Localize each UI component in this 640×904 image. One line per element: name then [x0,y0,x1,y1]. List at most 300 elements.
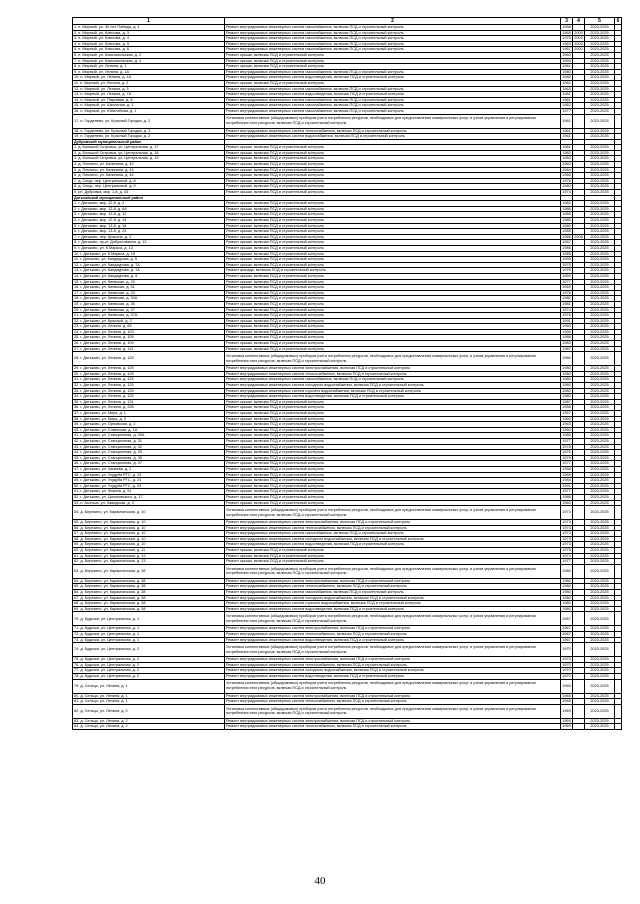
period-cell: 2023-2025 [585,97,615,103]
period-cell: 2023-2025 [585,366,615,372]
build-year-cell: 1980 [562,75,571,80]
repair-year-cell: 2008 [574,234,583,239]
build-year-cell: 1967 [561,612,573,626]
address-cell: 40. г. Дятьково, ул. Советская, д. 1А [73,427,225,433]
build-year-cell: 1986 [562,206,571,211]
address-cell: 10. п. Мирный, ул. Ленина, д. 1А [73,75,225,81]
repair-year-cell [573,612,585,626]
period-cell: 2023-2025 [585,399,615,405]
build-year-cell: 1980 [562,388,571,393]
build-year-cell: 1975 [562,262,571,267]
period-cell: 2023-2025 [585,114,615,128]
period-cell: 2023-2025 [585,461,615,467]
work-type-cell: Ремонт крыши, включая ПСД и строительный контроль [225,178,561,184]
build-year-cell: 1978 [562,290,571,295]
build-year-cell: 1957 [562,240,571,245]
period-cell: 2023-2025 [585,383,615,389]
work-type-cell: Ремонт крыши, включая ПСД и строительный контроль [225,346,561,352]
address-cell: 76. д. Будочки, ул. Центральная, д. 2 [73,662,225,668]
build-year-cell: 1966 [562,173,571,178]
period-cell: 2023-2025 [585,405,615,411]
build-year-cell: 1965 [562,693,571,698]
period-cell: 2023-2025 [585,257,615,263]
address-cell: 2. г. Дятьково, мкр. 12-й, д. 6А [73,206,225,212]
period-cell: 2023-2025 [585,377,615,383]
build-year-cell: 1985 [562,251,571,256]
build-year-cell: 1961 [562,128,571,133]
build-year-cell: 1985 [562,229,571,234]
address-cell: 1. д. Большой Островок, ул. Центральная, д. 17 [73,145,225,151]
work-type-cell: Ремонт крыши, включая ПСД и строительный контроль [225,296,561,302]
build-year-cell: 1965 [562,30,571,35]
period-cell: 2023-2025 [585,69,615,75]
period-cell: 2023-2025 [585,371,615,377]
work-type-cell: Ремонт внутридомовых инженерных систем газоснабжения, включая ПСД и строительный контроль [225,103,561,109]
period-cell: 2023-2025 [585,335,615,341]
address-cell: 15. г. Дятьково, ул. Киевская, д. 29 [73,279,225,285]
repair-year-cell [573,352,585,366]
period-cell: 2023-2025 [585,75,615,81]
period-cell: 2023-2025 [585,595,615,601]
extra-cell [615,352,622,366]
work-type-cell: Ремонт крыши, включая ПСД и строительный контроль [225,80,561,86]
address-cell: 26. г. Дятьково, ул. Ленина, д. 109 [73,341,225,347]
build-year-cell: 1977 [562,559,571,564]
period-cell: 2023-2025 [585,290,615,296]
period-cell: 2023-2025 [585,128,615,134]
build-year-cell: 1973 [562,520,571,525]
address-cell: 67. д. Березино, ул. Карамчичская, д. 38 [73,595,225,601]
work-type-cell: Ремонт внутридомовых инженерных систем газоснабжения, включая ПСД и строительный контроль [225,86,561,92]
build-year-cell: 1982 [562,201,571,206]
build-year-cell: 1964 [562,167,571,172]
address-cell: 48. г. Дятьково, ул. Ухудуба РТС, д. 23 [73,472,225,478]
work-type-cell: Ремонт крыши, включая ПСД и строительный контроль [225,553,561,559]
build-year-cell: 1980 [562,223,571,228]
build-year-cell: 1977 [562,461,571,466]
period-cell: 2023-2025 [585,262,615,268]
extra-cell [615,704,622,718]
build-year-cell: 1978 [562,444,571,449]
period-cell: 2023-2025 [585,134,615,140]
work-type-cell: Ремонт внутридомовых инженерных систем газоснабжения, включая ПСД и строительный контроль [225,25,561,31]
work-type-cell: Ремонт крыши, включая ПСД и строительный контроль [225,444,561,450]
work-type-cell: Ремонт внутридомовых инженерных систем теплоснабжения, включая ПСД и строительный контроль [225,662,561,668]
period-cell: 2023-2025 [585,92,615,98]
work-type-cell: Ремонт внутридомовых инженерных систем холодного водоснабжения, включая ПСД и строительный контроль [225,383,561,389]
address-cell: 7. п. Мирный, ул. Комсомольская, д. 4 [73,58,225,64]
address-cell: 32. г. Дятьково, ул. Ленина, д. 125 [73,383,225,389]
build-year-cell: 1960 [562,324,571,329]
address-cell: 17. г. Дятьково, ул. Киевская, д. 33 [73,290,225,296]
address-cell: 10. г. Дятьково, ул. К.Маркса, д. 15 [73,251,225,257]
work-type-cell: Ремонт крыши, включая ПСД и строительный контроль [225,466,561,472]
address-cell: Дятьковский муниципальный район [73,195,225,201]
build-year-cell: 1980 [562,601,571,606]
address-cell: 74. д. Будочки, ул. Центральная, д. 2 [73,643,225,657]
work-type-cell: Ремонт внутридомовых инженерных систем холодного водоснабжения, включая ПСД и строительный контроль [225,536,561,542]
build-year-cell: 1980 [562,606,571,611]
address-cell: 66. д. Березино, ул. Карамчичская, д. 38 [73,590,225,596]
address-cell: 55. д. Березино, ул. Карамчичская, д. 10 [73,520,225,526]
period-cell: 2023-2025 [585,478,615,484]
address-cell: 8. д. Сещь, пер. Центральный, д. 9 [73,184,225,190]
build-year-cell: 1959 [562,58,571,63]
period-cell: 2023-2025 [585,30,615,36]
address-cell: 3. д. Большой Островок, ул. Центральная, д. 19 [73,156,225,162]
work-type-cell: Ремонт крыши, включая ПСД и строительный контроль [225,156,561,162]
header-cell-col3: 3 [561,18,573,25]
period-cell: 2023-2025 [585,632,615,638]
address-cell: 4. п. Мирный, ул. Клюсова, д. 5 [73,41,225,47]
build-year-cell: 1978 [562,178,571,183]
build-year-cell: 1980 [562,394,571,399]
work-type-cell: Ремонт крыши, включая ПСД и строительный контроль [225,399,561,405]
address-cell: 13. п. Мирный, ул. Ленина, д. 7А [73,92,225,98]
period-cell: 2023-2025 [585,201,615,207]
address-cell: 18. п. Горденево, ул. Красный Городок, д. 2 [73,128,225,134]
period-cell: 2023-2025 [585,273,615,279]
work-type-cell: Ремонт крыши, включая ПСД и строительный контроль [225,173,561,179]
work-type-cell: Ремонт внутридомовых инженерных систем теплоснабжения, включая ПСД и строительный контроль [225,128,561,134]
address-cell: Дубровский муниципальный район [73,139,225,145]
work-type-cell: Ремонт крыши, включая ПСД и строительный контроль [225,335,561,341]
work-type-cell: Ремонт крыши, включая ПСД и строительный контроль [225,273,561,279]
work-type-cell: Ремонт фасада, включая ПСД и строительный контроль [225,268,561,274]
build-year-cell: 1980 [561,564,573,578]
build-year-cell: 1974 [562,307,571,312]
build-year-cell: 1981 [562,92,571,97]
work-type-cell: Ремонт крыши, включая ПСД и строительный контроль [225,438,561,444]
address-cell: 6. п. Мирный, ул. Комсомольская, д. 2 [73,52,225,58]
address-cell: 7. д. Сещь, пер. Центральный, д. 8 [73,178,225,184]
work-type-cell: Ремонт внутридомовых инженерных систем электроснабжения, включая ПСД и строительный контроль [225,718,561,724]
work-type-cell: Ремонт крыши, включая ПСД и строительный контроль [225,548,561,554]
work-type-cell: Ремонт крыши, включая ПСД и строительный контроль [225,240,561,246]
work-type-cell: Ремонт крыши, включая ПСД и строительный контроль [225,433,561,439]
table-row [73,506,622,520]
address-cell: 37. г. Дятьково, ул. Мира, д. 1 [73,411,225,417]
work-type-cell: Ремонт крыши, включая ПСД и строительный контроль [225,307,561,313]
extra-cell [615,643,622,657]
build-year-cell: 1987 [562,346,571,351]
address-cell: 43. г. Дятьково, ул. Станционная, д. 32 [73,444,225,450]
address-cell: 46. г. Дятьково, ул. Станционная, д. 37 [73,461,225,467]
work-type-cell: Установка коллективных (общедомовых) приборов учета потребления ресурсов, необходимых для предоставления коммунальных услуг, и узлов управления и регулирования потребления этих ресурсов, включая ПСД и строительный контроль [225,564,561,578]
address-cell: 23. г. Дятьково, ул. Ленина, д. 65 [73,324,225,330]
period-cell: 2023-2025 [585,466,615,472]
work-type-cell: Ремонт крыши, включая ПСД и строительный контроль [225,416,561,422]
address-cell: 62. д. Березино, ул. Карамчичская, д. 13 [73,559,225,565]
build-year-cell: 1975 [562,36,571,41]
repair-year-cell [573,679,585,693]
work-type-cell: Ремонт внутридомовых инженерных систем теплоснабжения, включая ПСД и строительный контроль [225,584,561,590]
work-type-cell: Ремонт крыши, включая ПСД и строительный контроль [225,285,561,291]
address-cell: 3. п. Мирный, ул. Клюсова, д. 4 [73,36,225,42]
work-type-cell: Ремонт крыши, включая ПСД и строительный контроль [225,150,561,156]
build-year-cell: 1980 [562,595,571,600]
work-type-cell: Ремонт внутридомовых инженерных систем водоотведения, включая ПСД и строительный контроль [225,673,561,679]
period-cell: 2023-2025 [585,506,615,520]
address-cell: 49. г. Дятьково, ул. Ухудуба РТС, д. 24 [73,478,225,484]
period-cell: 2023-2025 [585,626,615,632]
period-cell: 2023-2025 [585,520,615,526]
table-row [73,564,622,578]
work-type-cell: Установка коллективных (общедомовых) приборов учета потребления ресурсов, необходимых для предоставления коммунальных услуг, и узлов управления и регулирования потребления этих ресурсов, включая ПСД и строительный контроль [225,352,561,366]
build-year-cell: 1958 [562,405,571,410]
build-year-cell: 1969 [562,724,571,729]
build-year-cell: 1963 [562,86,571,91]
build-year-cell: 1990 [562,329,571,334]
extra-cell [615,679,622,693]
address-cell: 77. д. Будочки, ул. Центральная, д. 2 [73,668,225,674]
build-year-cell: 1980 [562,433,571,438]
work-type-cell: Установка коллективных (общедомовых) приборов учета потребления ресурсов, необходимых для предоставления коммунальных услуг, и узлов управления и регулирования потребления этих ресурсов, включая ПСД и строительный контроль [225,612,561,626]
work-type-cell: Ремонт внутридомовых инженерных систем электроснабжения, включая ПСД и строительный контроль [225,626,561,632]
period-cell: 2023-2025 [585,427,615,433]
build-year-cell: 1961 [562,134,571,139]
build-year-cell: 1967 [562,632,571,636]
address-cell: 20. г. Дятьково, ул. Киевская, д. 37 [73,307,225,313]
period-cell: 2023-2025 [585,47,615,53]
work-type-cell: Ремонт крыши, включая ПСД и строительный контроль [225,190,561,196]
period-cell: 2023-2025 [585,601,615,607]
page-number: 40 [314,875,326,887]
work-type-cell: Ремонт крыши, включая ПСД и строительный контроль [225,234,561,240]
address-cell: 1. г. Дятьково, мкр. 12-й, д. 2 [73,201,225,207]
repair-year-cell: 2002 [574,36,583,41]
period-cell: 2023-2025 [585,184,615,190]
work-type-cell: Установка коллективных (общедомовых) приборов учета потребления ресурсов, необходимых для предоставления коммунальных услуг, и узлов управления и регулирования потребления этих ресурсов, включая ПСД и строительный контроль [225,506,561,520]
work-type-cell: Ремонт крыши, включая ПСД и строительный контроль [225,341,561,347]
period-cell: 2023-2025 [585,178,615,184]
address-cell: 16. п. Мирный, ул. Юбилейная, д. 1 [73,108,225,114]
build-year-cell: 1967 [562,637,571,642]
address-cell: 45. г. Дятьково, ул. Станционная, д. 35 [73,455,225,461]
build-year-cell: 1987 [562,399,571,404]
address-cell: 17. п. Горденево, ул. Красный Городок, д. 2 [73,114,225,128]
period-cell: 2023-2025 [585,433,615,439]
address-cell: 16. г. Дятьково, ул. Киевская, д. 31 [73,285,225,291]
address-cell: 9. п. Мирный, ул. Ленина, д. 1А [73,69,225,75]
address-cell: 61. д. Березино, ул. Карамчичская, д. 12 [73,553,225,559]
work-type-cell: Ремонт крыши, включая ПСД и строительный контроль [225,245,561,251]
work-type-cell: Ремонт крыши, включая ПСД и строительный контроль [225,64,561,70]
address-cell: 18. г. Дятьково, ул. Киевская, д. 33А [73,296,225,302]
build-year-cell: 1981 [562,301,571,306]
build-year-cell: 1976 [562,268,571,273]
build-year-cell: 1980 [562,578,571,583]
build-year-cell: 1986 [562,494,571,499]
address-cell: 44. г. Дятьково, ул. Станционная, д. 33 [73,450,225,456]
table-row [73,679,622,693]
work-type-cell: Ремонт крыши, включая ПСД и строительный контроль [225,52,561,58]
work-type-cell: Ремонт крыши, включая ПСД и строительный контроль [225,262,561,268]
period-cell: 2023-2025 [585,80,615,86]
work-type-cell: Ремонт крыши, включая ПСД и строительный контроль [225,167,561,173]
period-cell: 2023-2025 [585,218,615,224]
period-cell: 2023-2025 [585,411,615,417]
period-cell: 2023-2025 [585,525,615,531]
address-cell: 24. г. Дятьково, ул. Ленина, д. 103 [73,329,225,335]
address-cell: 12. г. Дятьково, ул. Кандаурова, д. 7А [73,262,225,268]
build-year-cell: 1970 [562,668,571,673]
capital-repair-table [72,17,622,730]
address-cell: 56. д. Березино, ул. Карамчичская, д. 10 [73,525,225,531]
work-type-cell: Ремонт крыши, включая ПСД и строительный контроль [225,422,561,428]
work-type-cell: Ремонт внутридомовых инженерных систем теплоснабжения, включая ПСД и строительный контроль [225,371,561,377]
address-cell: 12. п. Мирный, ул. Ленина, д. 5 [73,86,225,92]
period-cell: 2023-2025 [585,388,615,394]
work-type-cell: Ремонт крыши, включая ПСД и строительный контроль [225,494,561,500]
address-cell: 41. г. Дятьково, ул. Станционная, д. 30А [73,433,225,439]
address-cell: 9. рп. Дубровка, мкр. 1-й, д. 43 [73,190,225,196]
address-cell: 6. д. Пеклино, ул. Калинина, д. 44 [73,173,225,179]
extra-cell [615,564,622,578]
repair-year-cell [573,643,585,657]
period-cell: 2023-2025 [585,64,615,70]
build-year-cell: 1963 [562,422,571,427]
build-year-cell: 1977 [562,489,571,494]
work-type-cell: Ремонт внутридомовых инженерных систем электроснабжения, включая ПСД и строительный контроль [225,366,561,372]
address-cell: 3. г. Дятьково, мкр. 12-й, д. 12 [73,212,225,218]
address-cell: 39. г. Дятьково, ул. Орловская, д. 2 [73,422,225,428]
address-cell: 25. г. Дятьково, ул. Ленина, д. 105 [73,335,225,341]
period-cell: 2023-2025 [585,229,615,235]
work-type-cell: Ремонт крыши, включая ПСД и строительный контроль [225,405,561,411]
work-type-cell: Ремонт внутридомовых инженерных систем водоотведения, включая ПСД и строительный контроль [225,75,561,81]
work-type-cell: Ремонт внутридомовых инженерных систем электроснабжения, включая ПСД и строительный контроль [225,578,561,584]
table-row [73,643,622,657]
build-year-cell: 1977 [562,438,571,443]
work-type-cell: Ремонт крыши, включая ПСД и строительный контроль [225,162,561,168]
period-cell: 2023-2025 [585,41,615,47]
build-year-cell: 1988 [562,335,571,340]
period-cell: 2023-2025 [585,329,615,335]
period-cell: 2023-2025 [585,483,615,489]
address-cell: 29. г. Дятьково, ул. Ленина, д. 125 [73,366,225,372]
work-type-cell: Ремонт крыши, включая ПСД и строительный контроль [225,483,561,489]
work-type-cell: Установка коллективных (общедомовых) приборов учета потребления ресурсов, необходимых для предоставления коммунальных услуг, и узлов управления и регулирования потребления этих ресурсов, включая ПСД и строительный контроль [225,643,561,657]
address-cell: 81. д. Сельцо, ул. Ленина, д. 1 [73,699,225,705]
period-cell: 2023-2025 [585,212,615,218]
work-type-cell: Ремонт внутридомовых инженерных систем теплоснабжения, включая ПСД и строительный контроль [225,724,561,730]
period-cell: 2023-2025 [585,307,615,313]
address-cell: 36. г. Дятьково, ул. Ленина, д. 228 [73,405,225,411]
work-type-cell: Ремонт внутридомовых инженерных систем газоснабжения, включая ПСД и строительный контроль [225,30,561,36]
work-type-cell: Ремонт крыши, включая ПСД и строительный контроль [225,229,561,235]
build-year-cell: 1979 [562,455,571,460]
table-row [73,704,622,718]
table-row [73,352,622,366]
period-cell: 2023-2025 [585,341,615,347]
work-type-cell: Ремонт крыши, включая ПСД и строительный контроль [225,313,561,319]
address-cell: 57. д. Березино, ул. Карамчичская, д. 10 [73,531,225,537]
table-header-row [73,18,622,25]
address-cell: 53. п. Бытошь, ул. Заводская, д. 3 [73,500,225,506]
address-cell: 9. г. Дятьково, ул. К.Маркса, д. 13 [73,245,225,251]
repair-year-cell [573,724,585,730]
work-type-cell: Ремонт внутридомовых инженерных систем газоснабжения, включая ПСД и строительный контроль [225,108,561,114]
build-year-cell: 1966 [562,234,571,239]
build-year-cell: 1977 [562,108,571,113]
address-cell: 68. д. Березино, ул. Карамчичская, д. 38 [73,601,225,607]
build-year-cell: 1982 [562,150,571,155]
address-cell: 59. д. Березино, ул. Карамчичская, д. 10 [73,542,225,548]
address-cell: 5. г. Дятьково, мкр. 13-й, д. 18 [73,223,225,229]
build-year-cell: 1993 [562,257,571,262]
period-cell: 2023-2025 [585,36,615,42]
work-type-cell: Ремонт внутридомовых инженерных систем водоснабжения, включая ПСД и строительный контроль [225,134,561,140]
work-type-cell: Ремонт внутридомовых инженерных систем газоснабжения, включая ПСД и строительный контроль [225,377,561,383]
period-cell: 2023-2025 [585,704,615,718]
work-type-cell: Ремонт крыши, включая ПСД и строительный контроль [225,489,561,495]
address-cell: 4. г. Дятьково, мкр. 12-й, д. 14 [73,218,225,224]
build-year-cell: 1960 [562,427,571,432]
address-cell: 82. д. Сельцо, ул. Ленина, д. 2 [73,704,225,718]
work-type-cell: Ремонт внутридомовых инженерных систем газоснабжения, включая ПСД и строительный контроль [225,590,561,596]
address-cell: 72. д. Будочки, ул. Центральная, д. 1 [73,632,225,638]
build-year-cell: 1961 [561,114,573,128]
repair-year-cell: 2002 [574,47,583,52]
work-type-cell: Установка коллективных (общедомовых) приборов учета потребления ресурсов, необходимых для предоставления коммунальных услуг, и узлов управления и регулирования потребления этих ресурсов, включая ПСД и строительный контроль [225,704,561,718]
build-year-cell: 1983 [562,341,571,346]
period-cell: 2023-2025 [585,240,615,246]
build-year-cell: 1962 [562,103,571,108]
build-year-cell: 1965 [561,679,573,693]
address-cell: 5. п. Мирный, ул. Клюсова, д. 6 [73,47,225,53]
address-cell: 1. п. Мирный, ул. 30 лет Победы, д. 1 [73,25,225,31]
address-cell: 15. п. Мирный, ул. Школьная, д. 1 [73,103,225,109]
work-type-cell: Ремонт крыши, включая ПСД и строительный контроль [225,279,561,285]
period-cell: 2023-2025 [585,553,615,559]
address-cell: 19. п. Горденево, ул. Красный Городок, д. 2 [73,134,225,140]
build-year-cell: 1960 [562,416,571,421]
build-year-cell: 1960 [562,162,571,167]
build-year-cell: 1973 [562,525,571,530]
work-type-cell: Ремонт крыши, включая ПСД и строительный контроль [225,223,561,229]
repair-year-cell: 2003 [574,41,583,46]
address-cell: 63. д. Березино, ул. Карамчичская, д. 38 [73,564,225,578]
work-type-cell: Ремонт внутридомовых инженерных систем водоотведения, включая ПСД и строительный контроль [225,92,561,98]
work-type-cell: Ремонт крыши, включая ПСД и строительный контроль [225,301,561,307]
work-type-cell: Ремонт крыши, включая ПСД и строительный контроль [225,212,561,218]
build-year-cell: 1991 [562,483,571,488]
address-cell: 47. г. Дятьково, ул. Чапаева, д. 2 [73,466,225,472]
build-year-cell: 1980 [562,383,571,388]
period-cell: 2023-2025 [585,673,615,679]
period-cell: 2023-2025 [585,245,615,251]
work-type-cell: Ремонт крыши, включая ПСД и строительный контроль [225,455,561,461]
header-cell-col5: 5 [585,18,615,25]
build-year-cell: 1958 [562,25,571,29]
build-year-cell: 1980 [561,352,573,366]
period-cell: 2023-2025 [585,150,615,156]
work-type-cell: Ремонт крыши, включая ПСД и строительный контроль [225,329,561,335]
period-cell: 2023-2025 [585,693,615,699]
period-cell: 2023-2025 [585,444,615,450]
build-year-cell: 1957 [562,411,571,415]
build-year-cell: 1974 [562,553,571,558]
build-year-cell: 1976 [562,313,571,318]
work-type-cell: Ремонт крыши, включая ПСД и строительный контроль [225,450,561,456]
address-cell: 14. г. Дятьково, ул. Кандаурова, д. 9 [73,273,225,279]
period-cell: 2023-2025 [585,223,615,229]
build-year-cell: 1991 [562,318,571,323]
period-cell: 2023-2025 [585,438,615,444]
period-cell: 2023-2025 [585,606,615,612]
build-year-cell: 1980 [562,69,571,74]
